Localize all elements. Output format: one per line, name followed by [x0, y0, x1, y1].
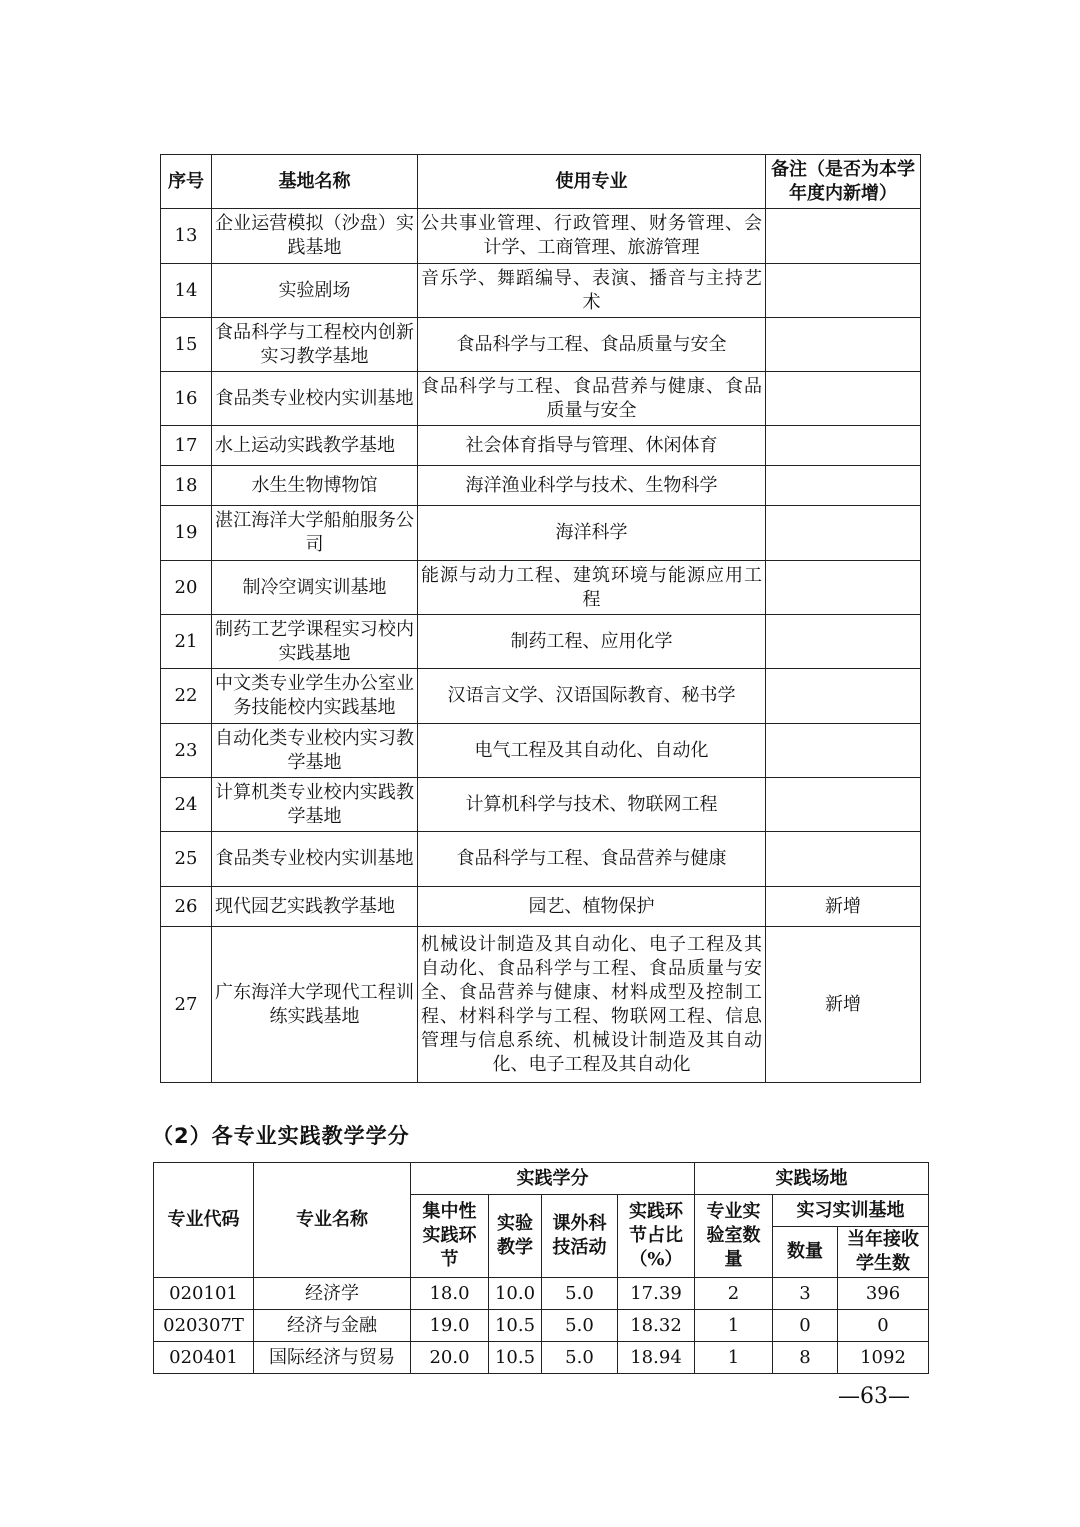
cell-name: 经济与金融 [254, 1310, 411, 1342]
header-major-name: 专业名称 [254, 1163, 411, 1278]
base-note [766, 615, 921, 669]
cell-concentrated: 20.0 [411, 1342, 489, 1374]
cell-code: 020307T [154, 1310, 254, 1342]
row-index: 13 [161, 209, 212, 264]
cell-name: 经济学 [254, 1278, 411, 1310]
header-base-name: 基地名称 [212, 155, 418, 209]
cell-code: 020101 [154, 1278, 254, 1310]
base-note [766, 318, 921, 372]
cell-students: 1092 [838, 1342, 929, 1374]
table-row [161, 832, 921, 887]
table-row [161, 887, 921, 927]
header-experiment: 实验教学 [489, 1195, 542, 1278]
base-majors: 社会体育指导与管理、休闲体育 [418, 426, 766, 466]
row-index: 22 [161, 669, 212, 724]
table-row [161, 466, 921, 506]
credits-table-body [154, 1278, 929, 1374]
row-index: 21 [161, 615, 212, 669]
table-row [161, 561, 921, 615]
header-major-code: 专业代码 [154, 1163, 254, 1278]
cell-experiment: 10.5 [489, 1310, 542, 1342]
row-index: 23 [161, 724, 212, 778]
base-name: 湛江海洋大学船舶服务公司 [212, 506, 418, 561]
cell-experiment: 10.5 [489, 1342, 542, 1374]
header-internship-base: 实习实训基地 [773, 1195, 929, 1227]
base-note [766, 778, 921, 832]
table-row [161, 615, 921, 669]
credits-header-row-1 [154, 1163, 929, 1195]
base-majors: 园艺、植物保护 [418, 887, 766, 927]
base-majors: 海洋科学 [418, 506, 766, 561]
table-row [161, 724, 921, 778]
header-lab-count: 专业实验室数量 [695, 1195, 773, 1278]
base-majors: 机械设计制造及其自动化、电子工程及其自动化、食品科学与工程、食品质量与安全、食品营养与健康、材料成型及控制工程、材料科学与工程、物联网工程、信息管理与信息系统、机械设计制造及其自动化、电子工程及其自动化 [418, 927, 766, 1083]
row-index: 26 [161, 887, 212, 927]
table-row [161, 426, 921, 466]
header-majors: 使用专业 [418, 155, 766, 209]
cell-experiment: 10.0 [489, 1278, 542, 1310]
base-note: 新增 [766, 887, 921, 927]
base-name: 水生生物博物馆 [212, 466, 418, 506]
bases-table-body [161, 209, 921, 1083]
table-row [154, 1342, 929, 1374]
base-note [766, 209, 921, 264]
header-students: 当年接收学生数 [838, 1227, 929, 1278]
cell-ratio: 17.39 [618, 1278, 695, 1310]
base-name: 现代园艺实践教学基地 [212, 887, 418, 927]
cell-base-count: 0 [773, 1310, 838, 1342]
cell-extracurricular: 5.0 [542, 1342, 618, 1374]
header-index: 序号 [161, 155, 212, 209]
header-base-count: 数量 [773, 1227, 838, 1278]
base-name: 企业运营模拟（沙盘）实践基地 [212, 209, 418, 264]
base-majors: 汉语言文学、汉语国际教育、秘书学 [418, 669, 766, 724]
base-name: 广东海洋大学现代工程训练实践基地 [212, 927, 418, 1083]
cell-students: 0 [838, 1310, 929, 1342]
row-index: 27 [161, 927, 212, 1083]
base-majors: 海洋渔业科学与技术、生物科学 [418, 466, 766, 506]
header-practice-sites: 实践场地 [695, 1163, 929, 1195]
cell-lab-count: 2 [695, 1278, 773, 1310]
header-note: 备注（是否为本学年度内新增） [766, 155, 921, 209]
base-note: 新增 [766, 927, 921, 1083]
base-name: 制药工艺学课程实习校内实践基地 [212, 615, 418, 669]
base-note [766, 506, 921, 561]
base-majors: 制药工程、应用化学 [418, 615, 766, 669]
row-index: 18 [161, 466, 212, 506]
header-extracurricular: 课外科技活动 [542, 1195, 618, 1278]
base-note [766, 832, 921, 887]
base-note [766, 426, 921, 466]
page-number: —63— [838, 1384, 910, 1409]
section-heading: （2）各专业实践教学学分 [152, 1124, 410, 1148]
row-index: 20 [161, 561, 212, 615]
cell-ratio: 18.94 [618, 1342, 695, 1374]
header-concentrated: 集中性实践环节 [411, 1195, 489, 1278]
header-ratio: 实践环节占比（%） [618, 1195, 695, 1278]
base-name: 中文类专业学生办公室业务技能校内实践基地 [212, 669, 418, 724]
cell-base-count: 8 [773, 1342, 838, 1374]
cell-code: 020401 [154, 1342, 254, 1374]
base-majors: 计算机科学与技术、物联网工程 [418, 778, 766, 832]
base-note [766, 561, 921, 615]
cell-concentrated: 18.0 [411, 1278, 489, 1310]
base-note [766, 724, 921, 778]
cell-base-count: 3 [773, 1278, 838, 1310]
practice-bases-table [160, 154, 921, 1083]
cell-extracurricular: 5.0 [542, 1278, 618, 1310]
base-note [766, 669, 921, 724]
cell-lab-count: 1 [695, 1310, 773, 1342]
table-row [161, 669, 921, 724]
base-name: 水上运动实践教学基地 [212, 426, 418, 466]
cell-students: 396 [838, 1278, 929, 1310]
base-note [766, 372, 921, 426]
table-row [161, 927, 921, 1083]
table-row [161, 372, 921, 426]
table-row [161, 209, 921, 264]
row-index: 24 [161, 778, 212, 832]
row-index: 19 [161, 506, 212, 561]
base-majors: 食品科学与工程、食品质量与安全 [418, 318, 766, 372]
base-majors: 食品科学与工程、食品营养与健康、食品质量与安全 [418, 372, 766, 426]
row-index: 15 [161, 318, 212, 372]
cell-extracurricular: 5.0 [542, 1310, 618, 1342]
row-index: 25 [161, 832, 212, 887]
table-row [161, 264, 921, 318]
base-name: 自动化类专业校内实习教学基地 [212, 724, 418, 778]
base-note [766, 466, 921, 506]
base-majors: 能源与动力工程、建筑环境与能源应用工程 [418, 561, 766, 615]
row-index: 14 [161, 264, 212, 318]
base-name: 食品科学与工程校内创新实习教学基地 [212, 318, 418, 372]
base-majors: 食品科学与工程、食品营养与健康 [418, 832, 766, 887]
practice-credits-table [153, 1162, 929, 1374]
table-row [154, 1310, 929, 1342]
row-index: 16 [161, 372, 212, 426]
base-name: 食品类专业校内实训基地 [212, 372, 418, 426]
table-row [161, 318, 921, 372]
cell-ratio: 18.32 [618, 1310, 695, 1342]
cell-name: 国际经济与贸易 [254, 1342, 411, 1374]
base-name: 计算机类专业校内实践教学基地 [212, 778, 418, 832]
cell-lab-count: 1 [695, 1342, 773, 1374]
base-name: 制冷空调实训基地 [212, 561, 418, 615]
cell-concentrated: 19.0 [411, 1310, 489, 1342]
table-row [161, 778, 921, 832]
bases-table-header-row [161, 155, 921, 209]
base-majors: 公共事业管理、行政管理、财务管理、会计学、工商管理、旅游管理 [418, 209, 766, 264]
row-index: 17 [161, 426, 212, 466]
base-majors: 电气工程及其自动化、自动化 [418, 724, 766, 778]
header-practice-credits: 实践学分 [411, 1163, 695, 1195]
base-majors: 音乐学、舞蹈编导、表演、播音与主持艺术 [418, 264, 766, 318]
base-name: 实验剧场 [212, 264, 418, 318]
table-row [154, 1278, 929, 1310]
base-name: 食品类专业校内实训基地 [212, 832, 418, 887]
base-note [766, 264, 921, 318]
table-row [161, 506, 921, 561]
